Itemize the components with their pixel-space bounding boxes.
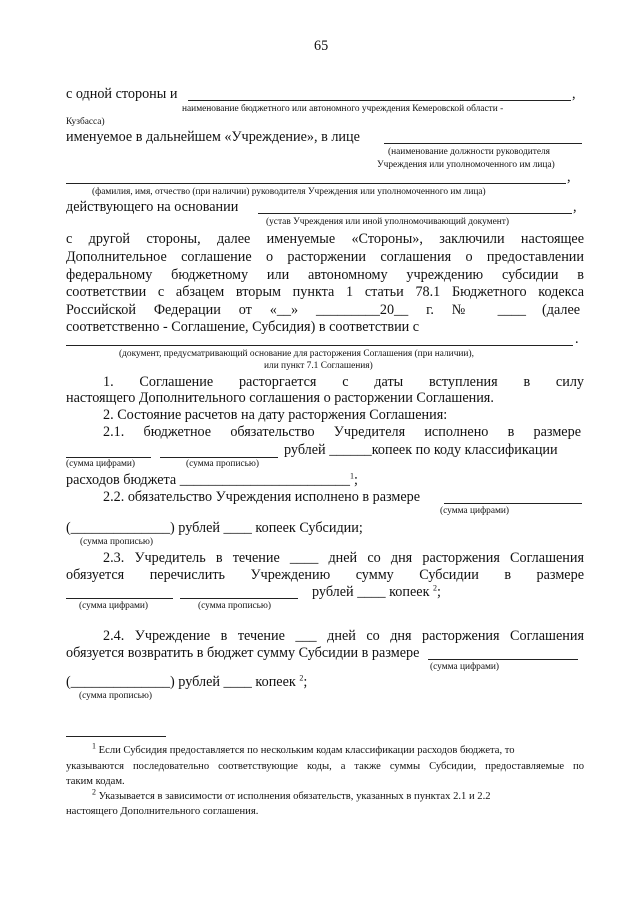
head-position-note: (наименование должности руководителя [388,147,550,157]
footnote-ref-2: 2 [299,673,304,683]
sum-digits-line [428,659,578,660]
period: . [575,331,579,347]
sum-digits-line [66,598,173,599]
footnote-1-line-3: таким кодам. [66,776,125,787]
clause-2-4-line-1: 2.4. Учреждение в течение ___ дней со дня расторжения Соглашения [103,628,584,644]
clause-2-2-line-1: 2.2. обязательство Учреждения исполнено в размере [103,489,421,505]
footnote-1-line-1: $^1$ Если Субсидия предоставляется по нескольким кодам классификации расходов бюджета, то [92,741,515,756]
head-position-line [384,143,582,144]
sum-words-line [180,598,298,599]
acting-basis-text: действующего на основании [66,199,239,215]
parties-line-2: Дополнительное соглашение о расторжении соглашения о предоставлении [66,249,584,265]
sum-digits-note: (сумма цифрами) [79,601,149,611]
sum-words-line [160,457,278,458]
clause-2-4-line-2: обязуется возвратить в бюджет сумму Субсидии в размере [66,645,420,661]
footnote-1-line-2: указываются последовательно соответствующие коды, а также суммы Субсидии, предоставляемые по [66,761,584,772]
termination-basis-line [66,345,573,346]
basis-document-line [258,213,572,214]
head-name-note: (фамилия, имя, отчество (при наличии) руководителя Учреждения или уполномоченного им лица) [92,187,486,197]
termination-basis-note-cont: или пункт 7.1 Соглашения) [264,361,373,371]
named-institution-text: именуемое в дальнейшем «Учреждение», в лице [66,129,360,145]
institution-name-line [188,100,571,101]
sum-digits-line [444,503,582,504]
footnote-ref-1: 1 [350,471,354,481]
sum-digits-line [66,457,151,458]
clause-2-3-line-2: обязуется перечислить Учреждению сумму Субсидии в размере [66,567,584,583]
basis-document-note: (устав Учреждения или иной уполномочивающий документ) [266,217,509,227]
footnote-1-mark: 1 [92,741,96,751]
parties-line-1: с другой стороны, далее именуемые «Стороны», заключили настоящее [66,231,584,247]
sum-words-note: (сумма прописью) [80,537,154,547]
footnote-2-line-2: настоящего Дополнительного соглашения. [66,806,259,817]
sum-digits-note: (сумма цифрами) [440,506,510,516]
clause-2-heading: 2. Состояние расчетов на дату расторжения Соглашения: [103,407,448,423]
clause-2-3-line-1: 2.3. Учредитель в течение ____ дней со дня расторжения Соглашения [103,550,584,566]
sum-words-note: (сумма прописью) [79,691,153,701]
institution-name-note: наименование бюджетного или автономного учреждения Кемеровской области - [182,104,504,114]
parties-line-3: федеральному бюджетному или автономному учреждению субсидии в [66,267,584,283]
clause-2-1-line-1: 2.1. бюджетное обязательство Учредителя исполнено в размере [103,424,581,440]
page-number: 65 [314,38,329,54]
clause-2-3-line-3: рублей ____ копеек $^2$; [312,583,441,600]
clause-1-line-1: 1. Соглашение расторгается с даты вступления в силу [103,374,584,390]
termination-basis-note: (документ, предусматривающий основание для расторжения Соглашения (при наличии), [119,349,474,359]
clause-2-4-line-3: (______________) рублей ____ копеек $^2$; [66,673,308,690]
clause-2-1-line-2: рублей ______копеек по коду классификации [284,442,558,458]
footnote-ref-2: 2 [433,583,438,593]
parties-line-4: соответствии с абзацем вторым пункта 1 статьи 78.1 Бюджетного кодекса [66,284,584,300]
party-one-label: с одной стороны и [66,86,178,102]
footnote-2-mark: 2 [92,787,96,797]
sum-words-note: (сумма прописью) [198,601,272,611]
sum-digits-note: (сумма цифрами) [430,662,500,672]
parties-line-5-end: (далее [542,302,581,318]
head-position-note-cont: Учреждения или уполномоченного им лица) [377,160,555,170]
comma: , [573,199,577,215]
parties-line-6: соответственно - Соглашение, Субсидия) в соответствии с [66,319,420,335]
parties-line-5: Российской Федерации от «__» _________20__ г. № ____ [66,302,526,318]
sum-words-note: (сумма прописью) [186,459,260,469]
clause-2-2-line-2: (______________) рублей ____ копеек Субсидии; [66,520,363,536]
footnote-2-line-1: $^2$ Указывается в зависимости от исполнения обязательств, указанных в пунктах 2.1 и 2.2 [92,787,491,802]
footnote-separator [66,736,166,737]
clause-1-line-2: настоящего Дополнительного соглашения о расторжении Соглашения. [66,390,494,406]
institution-name-note-cont: Кузбасса) [66,117,105,127]
comma: , [567,169,571,185]
sum-digits-note: (сумма цифрами) [66,459,136,469]
clause-2-1-line-3: расходов бюджета ________________________$^1$; [66,471,358,488]
comma: , [572,86,576,102]
head-name-line [66,183,566,184]
